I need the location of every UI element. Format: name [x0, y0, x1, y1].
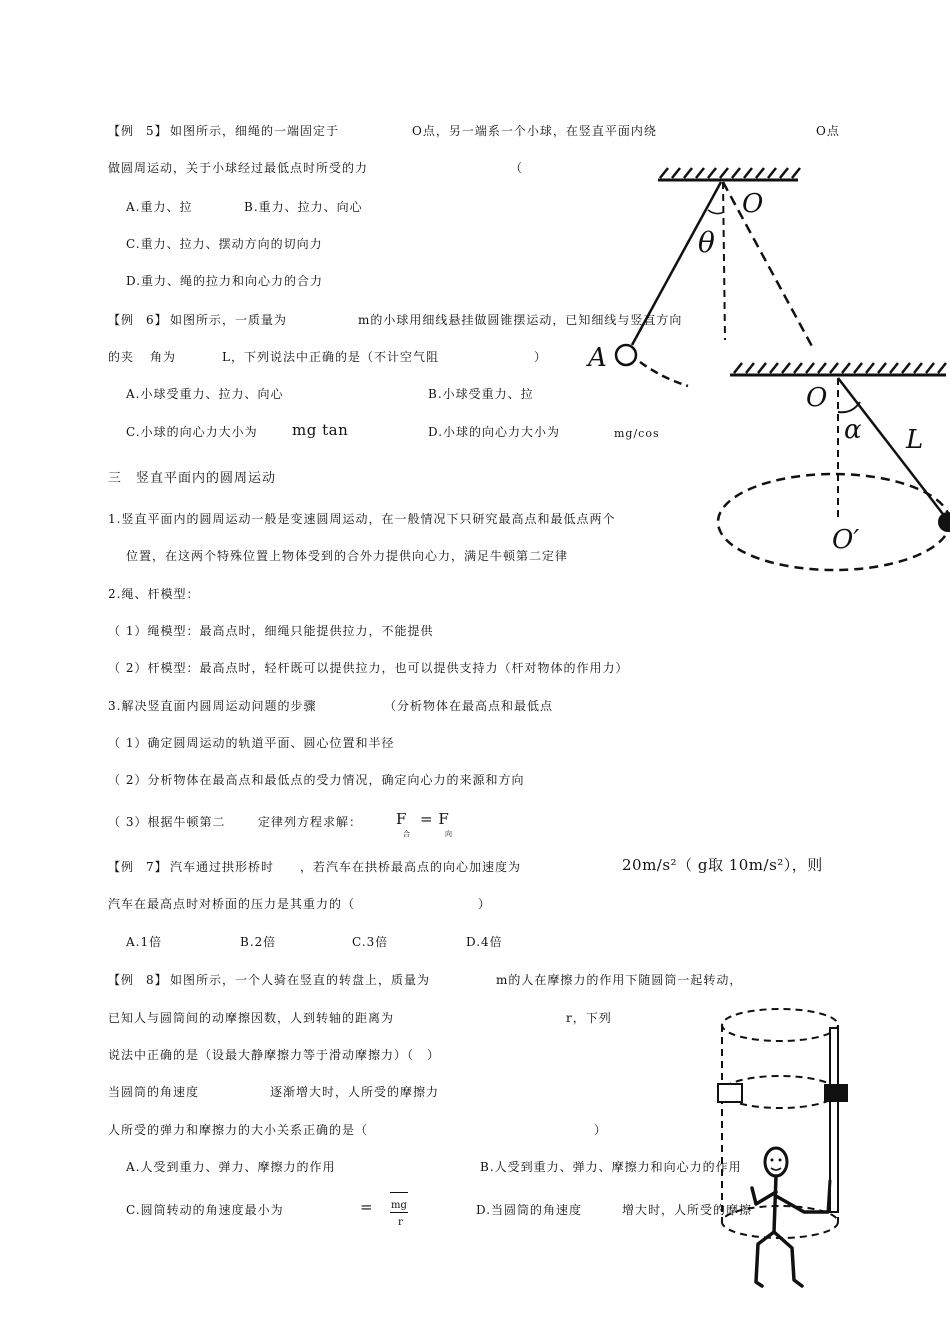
fraction-numerator: mg — [391, 1200, 407, 1211]
section-p2a: （ 1）绳模型：最高点时，细绳只能提供拉力，不能提供 — [108, 624, 434, 638]
q8-number: 8】 — [146, 973, 168, 987]
q7-text-1: 汽车通过拱形桥时 — [170, 860, 275, 874]
q5-tag: 【例 — [108, 124, 135, 138]
section-p2b: （ 2）杆模型：最高点时，轻杆既可以提供拉力，也可以提供支持力（杆对物体的作用力） — [108, 661, 629, 675]
q8-option-d-2: 增大时，人所受的摩擦 — [622, 1203, 753, 1217]
fig1-label-theta: θ — [698, 226, 715, 259]
q8-option-c-equals: = — [360, 1198, 374, 1216]
q8-text-5: 说法中正确的是（设最大静摩擦力等于滑动摩擦力）（ ） — [108, 1048, 441, 1062]
section-step-1: （ 1）确定圆周运动的轨道平面、圆心位置和半径 — [108, 736, 395, 750]
q6-text-5: L，下列说法中正确的是（不计空气阻 — [222, 350, 439, 364]
section-title: 三 竖直平面内的圆周运动 — [108, 471, 277, 486]
q8-text-1: 如图所示，一个人骑在竖直的转盘上，质量为 — [170, 973, 431, 987]
q6-text-3: 的夹 — [108, 350, 135, 364]
q8-option-b: B.人受到重力、弹力、摩擦力和向心力的作用 — [480, 1160, 742, 1174]
q8-option-d: D.当圆筒的角速度 — [476, 1203, 583, 1217]
conical-pendulum-figure — [700, 350, 950, 575]
q6-number: 6】 — [146, 313, 168, 327]
q7-option-c: C.3倍 — [352, 935, 389, 949]
q6-option-c-formula: mg tan — [292, 421, 349, 439]
q5-text-3: O点 — [816, 124, 840, 138]
q7-tag: 【例 — [108, 860, 135, 874]
formula-f2: = F — [420, 810, 450, 828]
q6-paren: ） — [534, 350, 548, 364]
q6-option-d: D.小球的向心力大小为 — [428, 425, 561, 439]
q7-option-d: D.4倍 — [466, 935, 503, 949]
section-step-3b: 定律列方程求解： — [258, 815, 363, 829]
q8-text-7: 逐渐增大时，人所受的摩擦力 — [270, 1085, 440, 1099]
rotor-figure — [712, 1000, 862, 1300]
q6-text-1: 如图所示，一质量为 — [170, 313, 288, 327]
section-p1a: 1.竖直平面内的圆周运动一般是变速圆周运动，在一般情况下只研究最高点和最低点两个 — [108, 512, 616, 526]
q6-option-c: C.小球的向心力大小为 — [126, 425, 258, 439]
formula-f1: F — [396, 810, 407, 828]
q5-text-4: 做圆周运动，关于小球经过最低点时所受的力 — [108, 161, 369, 175]
formula-sub-2: 向 — [445, 830, 452, 838]
q7-option-b: B.2倍 — [240, 935, 277, 949]
q5-paren: （ — [510, 161, 524, 175]
q8-paren: ） — [594, 1123, 608, 1137]
q5-text-2: O点，另一端系一个小球，在竖直平面内绕 — [412, 124, 657, 138]
fraction-overline — [390, 1192, 408, 1193]
section-p3b: （分析物体在最高点和最低点 — [384, 699, 554, 713]
q8-text-8: 人所受的弹力和摩擦力的大小关系正确的是（ — [108, 1123, 369, 1137]
fig2-label-l: L — [906, 425, 924, 455]
section-p2: 2.绳、杆模型： — [108, 587, 200, 601]
q6-option-b: B.小球受重力、拉 — [428, 387, 534, 401]
q7-text-2: ，若汽车在拱桥最高点的向心加速度为 — [300, 860, 522, 874]
q5-option-a: A.重力、拉 — [126, 200, 193, 214]
q5-option-b: B.重力、拉力、向心 — [244, 200, 363, 214]
q5-text-1: 如图所示，细绳的一端固定于 — [170, 124, 340, 138]
section-step-2: （ 2）分析物体在最高点和最低点的受力情况，确定向心力的来源和方向 — [108, 773, 525, 787]
q7-option-a: A.1倍 — [126, 935, 163, 949]
fig2-label-alpha: α — [844, 415, 862, 445]
fig2-label-o-prime: O′ — [832, 525, 860, 555]
q5-option-c: C.重力、拉力、摆动方向的切向力 — [126, 237, 323, 251]
q7-number: 7】 — [146, 860, 168, 874]
q7-paren: ） — [478, 897, 492, 911]
q8-text-2: m的人在摩擦力的作用下随圆筒一起转动， — [496, 973, 743, 987]
q6-option-a: A.小球受重力、拉力、向心 — [126, 387, 284, 401]
q8-text-6: 当圆筒的角速度 — [108, 1085, 200, 1099]
q8-option-c: C.圆筒转动的角速度最小为 — [126, 1203, 284, 1217]
q8-option-a: A.人受到重力、弹力、摩擦力的作用 — [126, 1160, 336, 1174]
fig1-label-o: O — [742, 189, 764, 219]
q5-option-d: D.重力、绳的拉力和向心力的合力 — [126, 274, 324, 288]
q8-tag: 【例 — [108, 973, 135, 987]
fig2-label-o: O — [806, 383, 828, 413]
q6-option-d-formula: mg/cos — [614, 427, 660, 440]
q7-text-4: 汽车在最高点时对桥面的压力是其重力的（ — [108, 897, 356, 911]
fig1-label-a: A — [588, 343, 607, 373]
q8-text-4: r，下列 — [566, 1011, 612, 1025]
fraction-denominator: r — [398, 1217, 403, 1228]
q6-text-2: m的小球用细线悬挂做圆锥摆运动，已知细线与竖直方向 — [358, 313, 683, 327]
q7-text-3: 20m/s²（ g取 10m/s²），则 — [622, 856, 823, 874]
q6-text-4: 角为 — [150, 350, 177, 364]
q6-tag: 【例 — [108, 313, 135, 327]
fraction-bar — [390, 1212, 408, 1213]
q5-number: 5】 — [146, 124, 168, 138]
section-step-3a: （ 3）根据牛顿第二 — [108, 815, 226, 829]
section-p3a: 3.解决竖直面内圆周运动问题的步骤 — [108, 699, 317, 713]
formula-sub-1: 合 — [403, 830, 410, 838]
q8-text-3: 已知人与圆筒间的动摩擦因数，人到转轴的距离为 — [108, 1011, 395, 1025]
section-p1b: 位置，在这两个特殊位置上物体受到的合外力提供向心力，满足牛顿第二定律 — [126, 549, 569, 563]
